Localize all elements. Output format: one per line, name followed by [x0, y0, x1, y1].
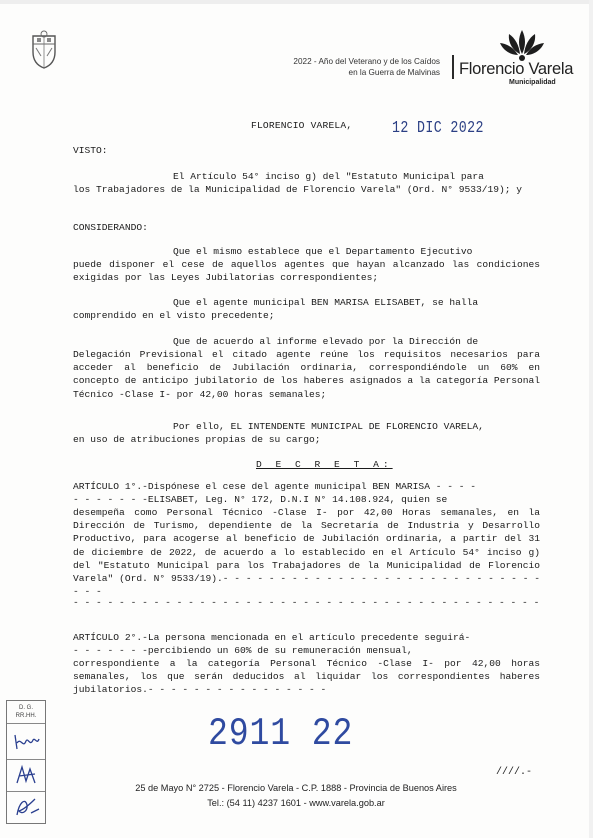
- considerando-p2: comprendido en el visto precedente;: [73, 310, 275, 321]
- initial-signature-1-icon: [9, 731, 43, 753]
- coat-of-arms-icon: [30, 30, 58, 70]
- considerando-p4: en uso de atribuciones propias de su cargo;: [73, 434, 321, 445]
- articulo-2-body: correspondiente a la categoría Personal Técnico -Clase I- por 42,00 horas semanales, los que serán deducidos al liquidar los correspondientes haberes jubilatorios.- - - - - - - - - - - - - - - -: [73, 658, 540, 696]
- initials-box: [6, 700, 46, 824]
- initial-signature-2-icon: [9, 763, 43, 787]
- visto-text-first-line: El Artículo 54° inciso g) del "Estatuto Municipal para: [173, 171, 484, 182]
- initial-signature-3-icon: [9, 795, 43, 819]
- initials-box-divider: [7, 759, 45, 760]
- year-motto: [238, 56, 440, 78]
- articulo-2-continuation: - - - - - - -percibiendo un 60% de su remuneración mensual,: [73, 645, 413, 656]
- decree-number-stamp: 2911 22: [208, 712, 354, 756]
- header-divider: [452, 55, 454, 79]
- florencio-varela-flower-logo-icon: [498, 24, 546, 62]
- articulo-1-fill-dashes: - - - - - - - - - - - - - - - - - - - - - - - - - - - - - - - - - - - - - - - - -: [73, 597, 540, 608]
- visto-text: los Trabajadores de la Municipalidad de Florencio Varela" (Ord. N° 9533/19); y: [73, 184, 523, 195]
- visto-heading: VISTO:: [73, 145, 108, 156]
- footer-address: 25 de Mayo N° 2725 - Florencio Varela - C.P. 1888 - Provincia de Buenos Aires: [135, 783, 457, 793]
- initials-box-label-1: D. G.: [18, 705, 33, 711]
- initials-box-divider: [7, 723, 45, 724]
- considerando-p1: puede disponer el cese de aquellos agentes que hayan alcanzado las condiciones exigidas por las Leyes Jubilatorias correspondientes;: [73, 259, 540, 284]
- year-motto-line-1: 2022 - Año del Veterano y de los Caídos: [293, 57, 440, 66]
- considerando-p3-first-line: Que de acuerdo al informe elevado por la Dirección de: [173, 336, 479, 347]
- articulo-1-heading: ARTÍCULO 1°.-Dispónese el cese del agente municipal BEN MARISA - - - -: [73, 481, 477, 492]
- initials-box-label-2: RR.HH.: [15, 713, 37, 719]
- considerando-p4-first-line: Por ello, EL INTENDENTE MUNICIPAL DE FLORENCIO VARELA,: [173, 421, 484, 432]
- decreta-heading: D E C R E T A:: [256, 459, 393, 470]
- brand-name: Florencio Varela: [459, 60, 574, 78]
- articulo-1-body: desempeña como Personal Técnico -Clase I- por 42,00 Horas semanales, en la Dirección de Turismo, dependiente de la Secretaría de Industria y Desarrollo Productivo, para acogerse al beneficio de Jubilación ordinaria, a partir del 31 de diciembre de 2022, de acuerdo a lo establecido en el Artículo 54° inciso g) del "Estatuto Municipal para los Trabajadores de la Municipalidad de Florencio Varela" (Ord. N° 9533/19).- - - - - - - - - - - - - - - - - - - - - - - - - - - - - - -: [73, 507, 540, 598]
- initials-box-divider: [7, 791, 45, 792]
- articulo-1-continuation: - - - - - - -ELISABET, Leg. N° 172, D.N.I N° 14.108.924, quien se: [73, 494, 448, 505]
- brand-subtitle: Municipalidad: [509, 79, 556, 86]
- year-motto-line-2: en la Guerra de Malvinas: [348, 68, 440, 77]
- articulo-2-heading: ARTÍCULO 2°.-La persona mencionada en el artículo precedente seguirá-: [73, 632, 471, 643]
- date-city: FLORENCIO VARELA,: [251, 120, 353, 131]
- considerando-p3: Delegación Previsional el citado agente reúne los requisitos necesarios para acceder al beneficio de Jubilación ordinaria, correspondiéndole un 60% en concepto de anticipo jubilatorio de los haberes asignados a la categoría Personal Técnico -Clase I- por 42,00 horas semanales;: [73, 349, 540, 400]
- date-stamp: 12 DIC 2022: [392, 119, 484, 138]
- page-edge-top: [0, 0, 593, 4]
- page-edge-right: [589, 0, 593, 838]
- considerando-heading: CONSIDERANDO:: [73, 222, 148, 233]
- footer-contact: Tel.: (54 11) 4237 1601 - www.varela.gob.ar: [207, 798, 385, 808]
- considerando-p2-first-line: Que el agente municipal BEN MARISA ELISABET, se halla: [173, 297, 479, 308]
- continuation-mark: ////.-: [496, 767, 533, 778]
- considerando-p1-first-line: Que el mismo establece que el Departamento Ejecutivo: [173, 246, 473, 257]
